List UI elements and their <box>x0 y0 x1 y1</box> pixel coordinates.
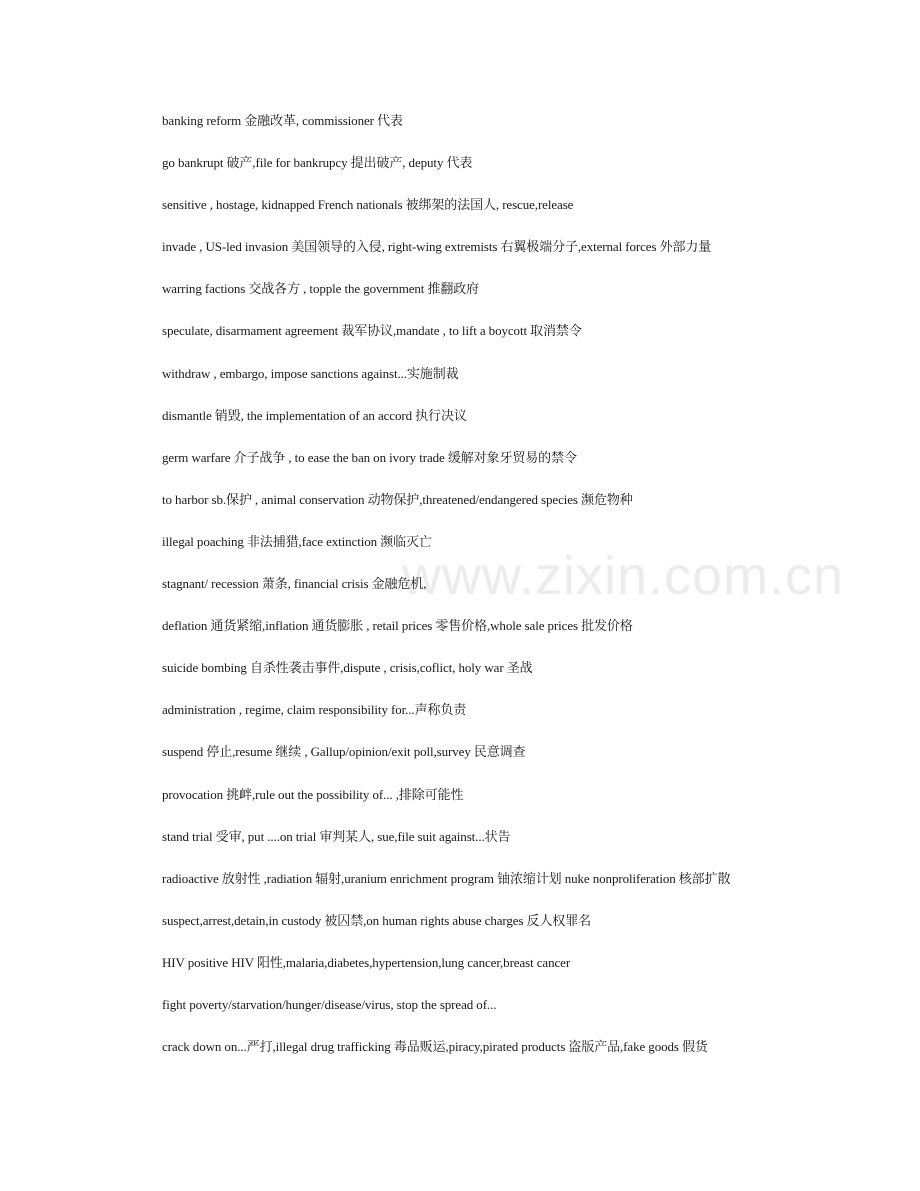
vocab-line: invade , US-led invasion 美国领导的入侵, right-wing extremists 右翼极端分子,external forces 外部力量 <box>162 239 712 255</box>
vocab-line: provocation 挑衅,rule out the possibility of... ,排除可能性 <box>162 786 464 802</box>
vocab-line: speculate, disarmament agreement 裁军协议,mandate , to lift a boycott 取消禁令 <box>162 323 582 339</box>
vocab-line: suspend 停止,resume 继续 , Gallup/opinion/exit poll,survey 民意调查 <box>162 744 526 760</box>
vocab-line: warring factions 交战各方 , topple the government 推翻政府 <box>162 281 480 297</box>
vocab-line: suicide bombing 自杀性袭击事件,dispute , crisis,coflict, holy war 圣战 <box>162 660 533 676</box>
vocab-line: to harbor sb.保护 , animal conservation 动物保护,threatened/endangered species 濒危物种 <box>162 491 633 507</box>
vocab-line: germ warfare 介子战争 , to ease the ban on ivory trade 缓解对象牙贸易的禁令 <box>162 449 577 465</box>
vocab-line: fight poverty/starvation/hunger/disease/virus, stop the spread of... <box>162 996 497 1012</box>
vocab-line: stagnant/ recession 萧条, financial crisis 金融危机, <box>162 576 427 592</box>
vocab-line: withdraw , embargo, impose sanctions against...实施制裁 <box>162 365 459 381</box>
vocabulary-list <box>162 110 882 1078</box>
vocab-line: illegal poaching 非法捕猎,face extinction 濒临灭亡 <box>162 533 432 549</box>
vocab-line: administration , regime, claim responsibility for...声称负责 <box>162 702 467 718</box>
vocab-line: deflation 通货紧缩,inflation 通货膨胀 , retail prices 零售价格,whole sale prices 批发价格 <box>162 618 633 634</box>
vocab-line: go bankrupt 破产,file for bankrupcy 提出破产, deputy 代表 <box>162 155 473 171</box>
vocab-line: dismantle 销毁, the implementation of an accord 执行决议 <box>162 407 467 423</box>
watermark: www.zixin.com.cn <box>402 546 845 606</box>
vocab-line: radioactive 放射性 ,radiation 辐射,uranium enrichment program 铀浓缩计划 nuke nonproliferation 核部扩散 <box>162 870 731 886</box>
vocab-line: sensitive , hostage, kidnapped French nationals 被绑架的法国人, rescue,release <box>162 197 574 213</box>
vocab-line: crack down on...严打,illegal drug trafficking 毒品贩运,piracy,pirated products 盗版产品,fake goods 假货 <box>162 1039 708 1055</box>
vocab-line: suspect,arrest,detain,in custody 被囚禁,on human rights abuse charges 反人权罪名 <box>162 912 592 928</box>
vocab-line: HIV positive HIV 阳性,malaria,diabetes,hypertension,lung cancer,breast cancer <box>162 954 571 970</box>
vocab-line: banking reform 金融改革, commissioner 代表 <box>162 113 403 128</box>
vocab-line: stand trial 受审, put ....on trial 审判某人, sue,file suit against...状告 <box>162 828 511 844</box>
